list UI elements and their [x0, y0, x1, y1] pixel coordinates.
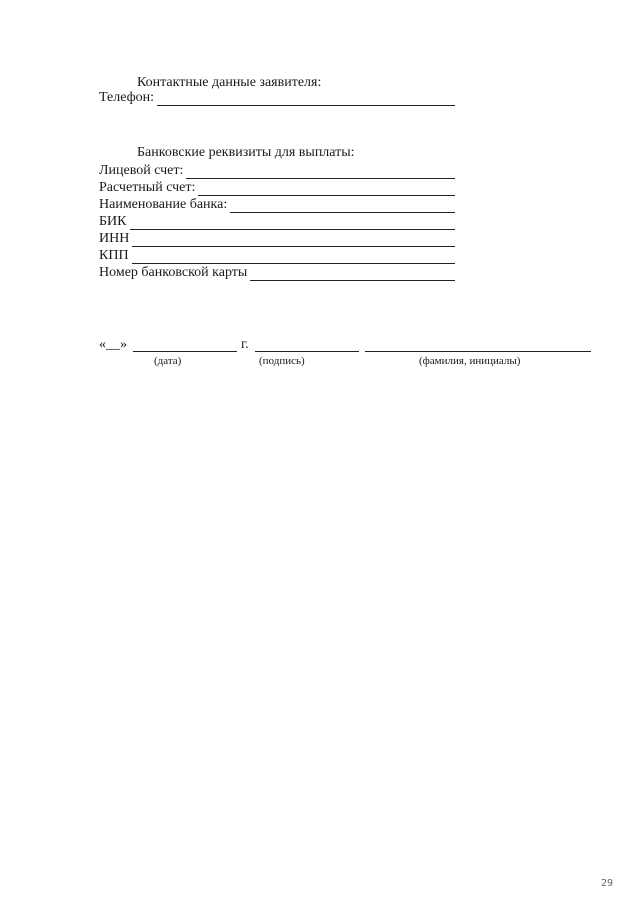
signature-caption: (подпись) — [259, 355, 305, 367]
field-line[interactable] — [230, 199, 455, 213]
field-line[interactable] — [250, 267, 455, 281]
phone-line[interactable] — [157, 92, 455, 106]
phone-label: Телефон: — [99, 90, 155, 105]
field-label: Расчетный счет: — [99, 180, 196, 195]
field-label: БИК — [99, 214, 127, 229]
field-label: ИНН — [99, 231, 130, 246]
field-line[interactable] — [130, 216, 456, 230]
date-caption: (дата) — [154, 355, 182, 367]
field-line[interactable] — [132, 233, 455, 247]
kpp-field[interactable] — [99, 247, 455, 264]
day-quote: «__» — [99, 337, 127, 352]
field-line[interactable] — [198, 182, 455, 196]
phone-field[interactable] — [99, 89, 455, 106]
settlement-account-field[interactable] — [99, 179, 455, 196]
field-label: Наименование банка: — [99, 197, 228, 212]
date-line[interactable] — [133, 350, 237, 352]
signature-line[interactable] — [255, 350, 359, 352]
field-label: Лицевой счет: — [99, 163, 184, 178]
bank-name-field[interactable] — [99, 196, 455, 213]
field-label: Номер банковской карты — [99, 265, 248, 280]
year-suffix: г. — [241, 337, 249, 352]
field-line[interactable] — [132, 250, 455, 264]
card-number-field[interactable] — [99, 264, 455, 281]
name-caption: (фамилия, инициалы) — [419, 355, 521, 367]
bank-heading: Банковские реквизиты для выплаты: — [137, 145, 355, 160]
field-line[interactable] — [186, 165, 455, 179]
contact-heading: Контактные данные заявителя: — [137, 75, 322, 90]
field-label: КПП — [99, 248, 129, 263]
page-number: 29 — [601, 878, 614, 889]
personal-account-field[interactable] — [99, 162, 455, 179]
name-line[interactable] — [365, 350, 591, 352]
bik-field[interactable] — [99, 213, 455, 230]
inn-field[interactable] — [99, 230, 455, 247]
signature-row — [99, 337, 591, 354]
